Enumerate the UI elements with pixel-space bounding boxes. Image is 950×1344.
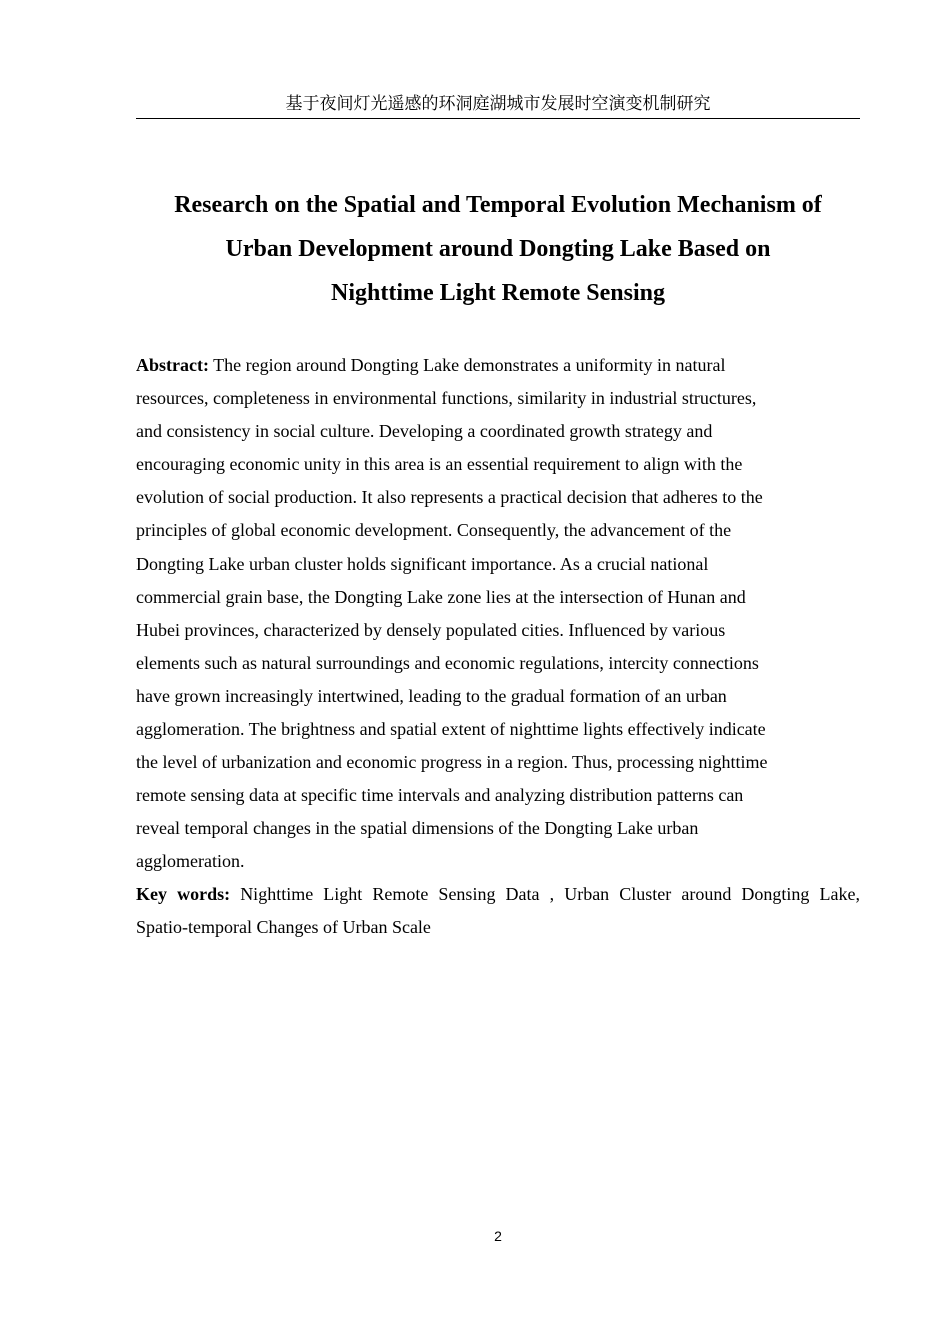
running-header: 基于夜间灯光遥感的环洞庭湖城市发展时空演变机制研究 bbox=[285, 94, 711, 114]
page-number: 2 bbox=[494, 1228, 502, 1244]
keywords-text: Nighttime Light Remote Sensing Data , Urban Cluster around Dongting Lake, Spatio-temporal Changes of Urban Scale bbox=[136, 884, 878, 937]
abstract-line: the level of urbanization and economic progress in a region. Thus, processing nighttime bbox=[136, 752, 768, 773]
keywords bbox=[136, 878, 878, 944]
header-rule bbox=[136, 118, 860, 119]
abstract-line: agglomeration. The brightness and spatial extent of nighttime lights effectively indicate bbox=[136, 719, 766, 740]
paper-title-line: Research on the Spatial and Temporal Evolution Mechanism of bbox=[174, 192, 822, 218]
abstract-line: Dongting Lake urban cluster holds significant importance. As a crucial national bbox=[136, 553, 709, 574]
abstract-line: elements such as natural surroundings and economic regulations, intercity connections bbox=[136, 652, 759, 673]
abstract-line: evolution of social production. It also represents a practical decision that adheres to the bbox=[136, 487, 763, 508]
abstract-line: resources, completeness in environmental functions, similarity in industrial structures, bbox=[136, 388, 757, 409]
abstract-line: have grown increasingly intertwined, leading to the gradual formation of an urban bbox=[136, 685, 727, 706]
paper-title-line: Nighttime Light Remote Sensing bbox=[331, 280, 665, 306]
abstract bbox=[136, 349, 860, 879]
abstract-line: and consistency in social culture. Developing a coordinated growth strategy and bbox=[136, 421, 713, 442]
abstract-line: remote sensing data at specific time intervals and analyzing distribution patterns can bbox=[136, 785, 744, 806]
abstract-label: Abstract: bbox=[136, 355, 209, 375]
keywords-label: Key words: bbox=[136, 884, 231, 904]
abstract-text: The region around Dongting Lake demonstrates a uniformity in natural bbox=[213, 355, 726, 375]
paper-title bbox=[120, 183, 876, 315]
abstract-line: Hubei provinces, characterized by densely populated cities. Influenced by various bbox=[136, 619, 726, 640]
abstract-line: reveal temporal changes in the spatial dimensions of the Dongting Lake urban bbox=[136, 818, 699, 839]
abstract-line: commercial grain base, the Dongting Lake zone lies at the intersection of Hunan and bbox=[136, 586, 746, 607]
abstract-line: principles of global economic development. Consequently, the advancement of the bbox=[136, 520, 732, 541]
paper-title-line: Urban Development around Dongting Lake Based on bbox=[225, 236, 771, 262]
abstract-line: encouraging economic unity in this area is an essential requirement to align with the bbox=[136, 454, 743, 475]
abstract-line: agglomeration. bbox=[136, 851, 245, 872]
abstract-line bbox=[136, 349, 860, 382]
